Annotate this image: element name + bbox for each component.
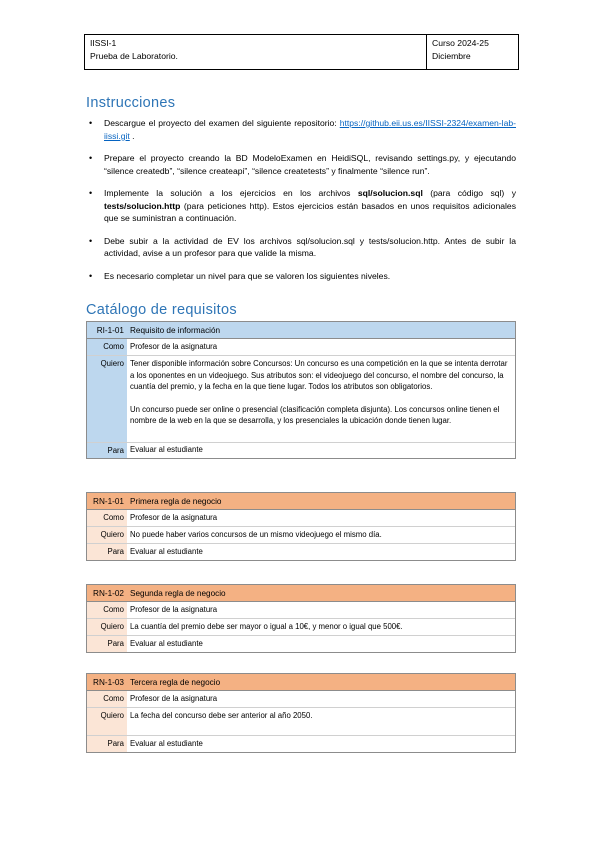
label-para: Para: [87, 544, 127, 560]
sql-file-name: sql/solucion.sql: [357, 188, 423, 198]
value-como: Profesor de la asignatura: [130, 605, 218, 615]
paragraph-gap: [130, 427, 511, 438]
row-quiero: [87, 707, 515, 735]
requirement-table-ri-1-01: [86, 321, 516, 459]
value-para: Evaluar al estudiante: [130, 639, 203, 649]
value-quiero: La cuantía del premio debe ser mayor o igual a 10€, y menor o igual que 500€.: [130, 622, 403, 632]
requirement-header: [87, 585, 515, 602]
row-como: [87, 339, 515, 355]
value-como: Profesor de la asignatura: [130, 513, 218, 523]
value-quiero: La fecha del concurso debe ser anterior al año 2050.: [130, 711, 313, 720]
requirement-header: [87, 674, 515, 691]
catalog-heading: Catálogo de requisitos: [86, 302, 237, 318]
row-como: [87, 510, 515, 526]
label-quiero: Quiero: [87, 356, 127, 442]
instruction-text: (para peticiones http). Estos ejercicios están basados en unos requisitos adicionales que se suministran a continuación.: [104, 200, 516, 223]
label-como: Como: [87, 339, 127, 355]
list-item: [86, 152, 516, 177]
label-quiero: Quiero: [87, 527, 127, 543]
instruction-text: Debe subir a la actividad de EV los archivos sql/solucion.sql y tests/solucion.http. Antes de subir la actividad, avise a un profesor para que valide la misma.: [104, 235, 516, 258]
row-quiero: [87, 618, 515, 635]
row-para: [87, 635, 515, 652]
label-quiero: Quiero: [87, 708, 127, 735]
exam-month: Diciembre: [432, 51, 471, 61]
instruction-text: (para código sql) y: [422, 188, 516, 198]
course-code: IISSI-1: [90, 38, 117, 48]
http-file-name: tests/solucion.http: [104, 200, 181, 211]
row-como: [87, 602, 515, 618]
value-quiero: No puede haber varios concursos de un mismo videojuego el mismo día.: [130, 530, 382, 540]
requirement-header: [87, 493, 515, 510]
row-para: [87, 442, 515, 458]
value-para: Evaluar al estudiante: [130, 445, 203, 455]
label-para: Para: [87, 736, 127, 752]
repository-link[interactable]: https://github.eii.us.es/IISSI-2324/examen-lab-iissi.git: [104, 118, 516, 141]
row-para: [87, 735, 515, 752]
header-left-cell: [85, 35, 427, 69]
requirement-code: RN-1-01: [93, 496, 124, 506]
list-item: [86, 117, 516, 142]
quiero-paragraph-1: Tener disponible información sobre Concursos: Un concurso es una competición en la que se intenta derrotar a los oponentes en un videojuego. Sus atributos son: el videojuego del concurso, el nombre del concurso, la cuantía del premio, y la fecha en la que tiene lugar. Todos los atributos son obligatorios.: [130, 359, 508, 391]
label-como: Como: [87, 602, 127, 618]
requirement-table-rn-1-03: [86, 673, 516, 753]
instruction-text: Prepare el proyecto creando la BD ModeloExamen en HeidiSQL, revisando settings.py, y ejecutando “silence createdb”, “silence createapi”, “silence createtests” y finalmente “silence run”.: [104, 153, 516, 176]
requirement-code: RN-1-02: [93, 588, 124, 598]
instruction-text: Es necesario completar un nivel para que se valoren los siguientes niveles.: [104, 270, 391, 281]
value-como: Profesor de la asignatura: [130, 694, 218, 704]
header-table: [84, 34, 519, 70]
list-item: [86, 235, 516, 260]
instructions-heading: Instrucciones: [86, 95, 176, 111]
instructions-list: [86, 117, 516, 292]
list-item: [86, 270, 516, 283]
row-como: [87, 691, 515, 707]
requirement-code: RI-1-01: [96, 325, 124, 335]
requirement-title: Requisito de información: [130, 325, 221, 335]
exam-name: Prueba de Laboratorio.: [90, 51, 178, 61]
value-para: Evaluar al estudiante: [130, 547, 203, 557]
value-como: Profesor de la asignatura: [130, 342, 218, 352]
quiero-paragraph-2: Un concurso puede ser online o presencial (clasificación completa disjunta). Los concursos online tienen el nombre de la web en la que se desarrolla, y los presenciales la ubicación donde tienen lugar.: [130, 404, 500, 425]
academic-year: Curso 2024-25: [432, 38, 489, 48]
label-quiero: Quiero: [87, 619, 127, 635]
requirement-code: RN-1-03: [93, 677, 124, 687]
instruction-suffix: .: [129, 130, 135, 141]
header-right-cell: [427, 35, 518, 69]
requirement-table-rn-1-02: [86, 584, 516, 653]
row-quiero: [87, 355, 515, 442]
label-para: Para: [87, 443, 127, 458]
requirement-title: Segunda regla de negocio: [130, 588, 226, 598]
value-para: Evaluar al estudiante: [130, 739, 203, 749]
row-quiero: [87, 526, 515, 543]
instruction-text: Implemente la solución a los ejercicios en los archivos: [104, 188, 358, 198]
requirement-title: Tercera regla de negocio: [130, 677, 221, 687]
value-quiero: [127, 356, 515, 442]
label-para: Para: [87, 636, 127, 652]
label-como: Como: [87, 510, 127, 526]
row-para: [87, 543, 515, 560]
list-item: [86, 187, 516, 225]
requirement-table-rn-1-01: [86, 492, 516, 561]
requirement-title: Primera regla de negocio: [130, 496, 222, 506]
requirement-header: [87, 322, 515, 339]
label-como: Como: [87, 691, 127, 707]
instruction-text: Descargue el proyecto del examen del siguiente repositorio:: [104, 118, 340, 128]
paragraph-gap: [130, 393, 511, 404]
